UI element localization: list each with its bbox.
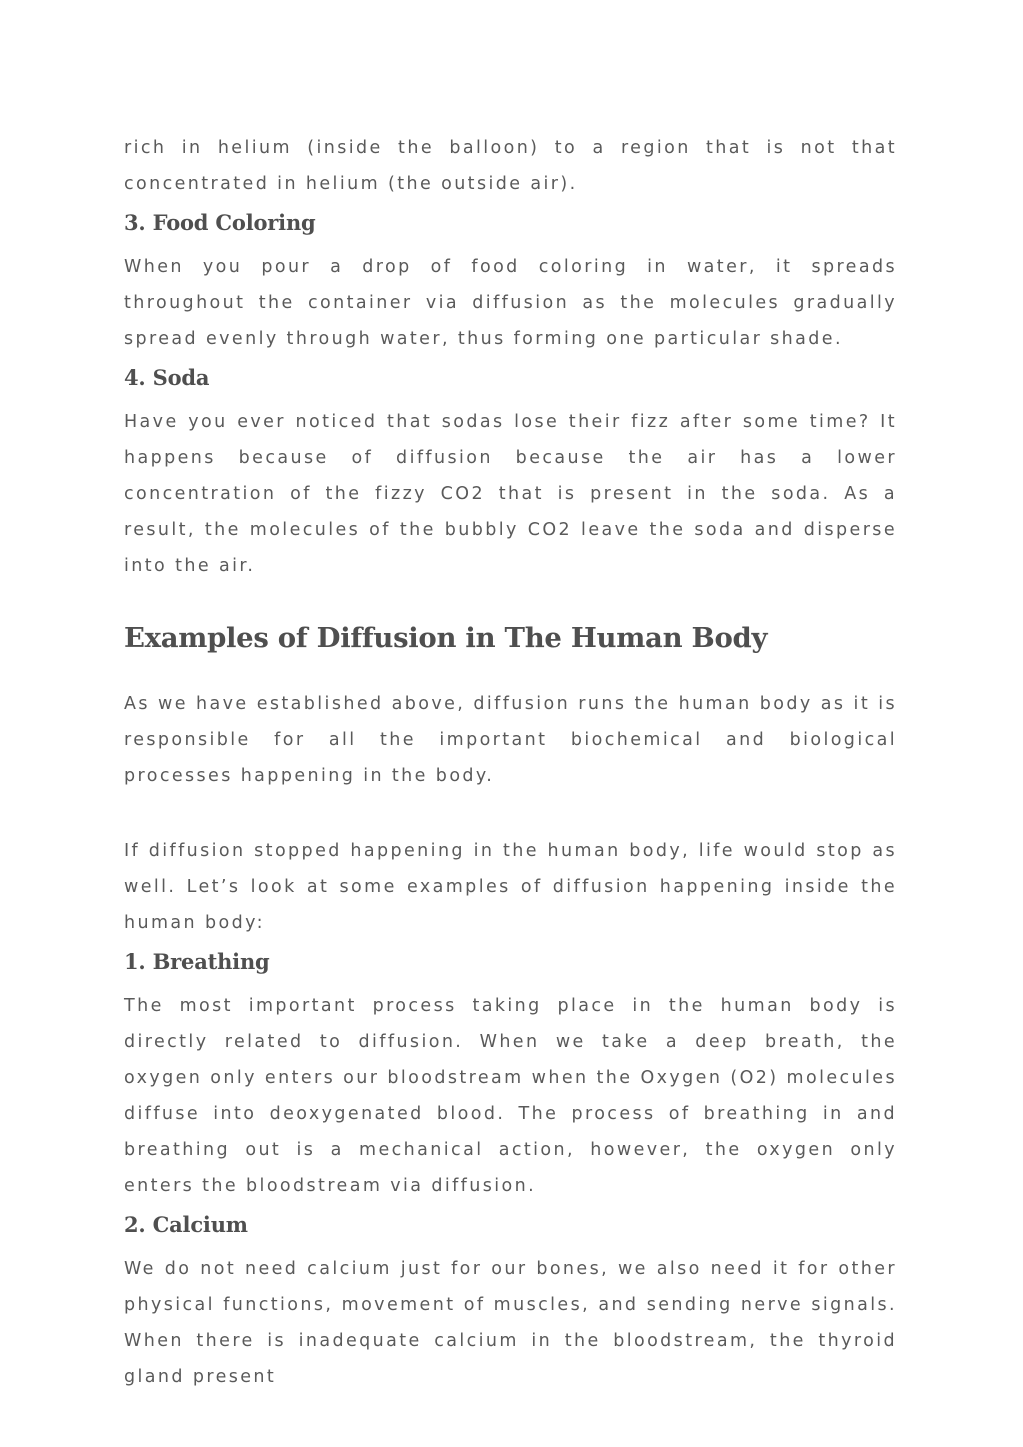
paragraph-helium-continuation: rich in helium (inside the balloon) to a region that is not that concentrated in helium (the outside air). [124,138,897,194]
paragraph-calcium: We do not need calcium just for our bones, we also need it for other physical functions, movement of muscles, and sending nerve signals. When there is inadequate calcium in the bloodstream, the thyroid gland present [124,1259,897,1387]
heading-breathing: 1. Breathing [124,949,270,974]
paragraph-soda: Have you ever noticed that sodas lose their fizz after some time? It happens because of diffusion because the air has a lower concentration of the fizzy CO2 that is present in the soda. As a result, the molecules of the bubbly CO2 leave the soda and disperse into the air. [124,412,897,576]
heading-calcium: 2. Calcium [124,1212,248,1237]
heading-food-coloring: 3. Food Coloring [124,210,316,235]
paragraph-breathing: The most important process taking place in the human body is directly related to diffusion. When we take a deep breath, the oxygen only enters our bloodstream when the Oxygen (O2) molecules diffuse into deoxygenated blood. The process of breathing in and breathing out is a mechanical action, however, the oxygen only enters the bloodstream via diffusion. [124,996,897,1196]
heading-soda: 4. Soda [124,365,210,390]
paragraph-if-diffusion-stopped: If diffusion stopped happening in the human body, life would stop as well. Let’s look at some examples of diffusion happening inside the human body: [124,841,897,933]
paragraph-human-body-intro: As we have established above, diffusion runs the human body as it is responsible for all the important biochemical and biological processes happening in the body. [124,694,897,786]
paragraph-food-coloring: When you pour a drop of food coloring in water, it spreads throughout the container via diffusion as the molecules gradually spread evenly through water, thus forming one particular shade. [124,257,897,349]
section-heading-human-body: Examples of Diffusion in The Human Body [124,622,768,654]
document-body [124,128,897,1395]
